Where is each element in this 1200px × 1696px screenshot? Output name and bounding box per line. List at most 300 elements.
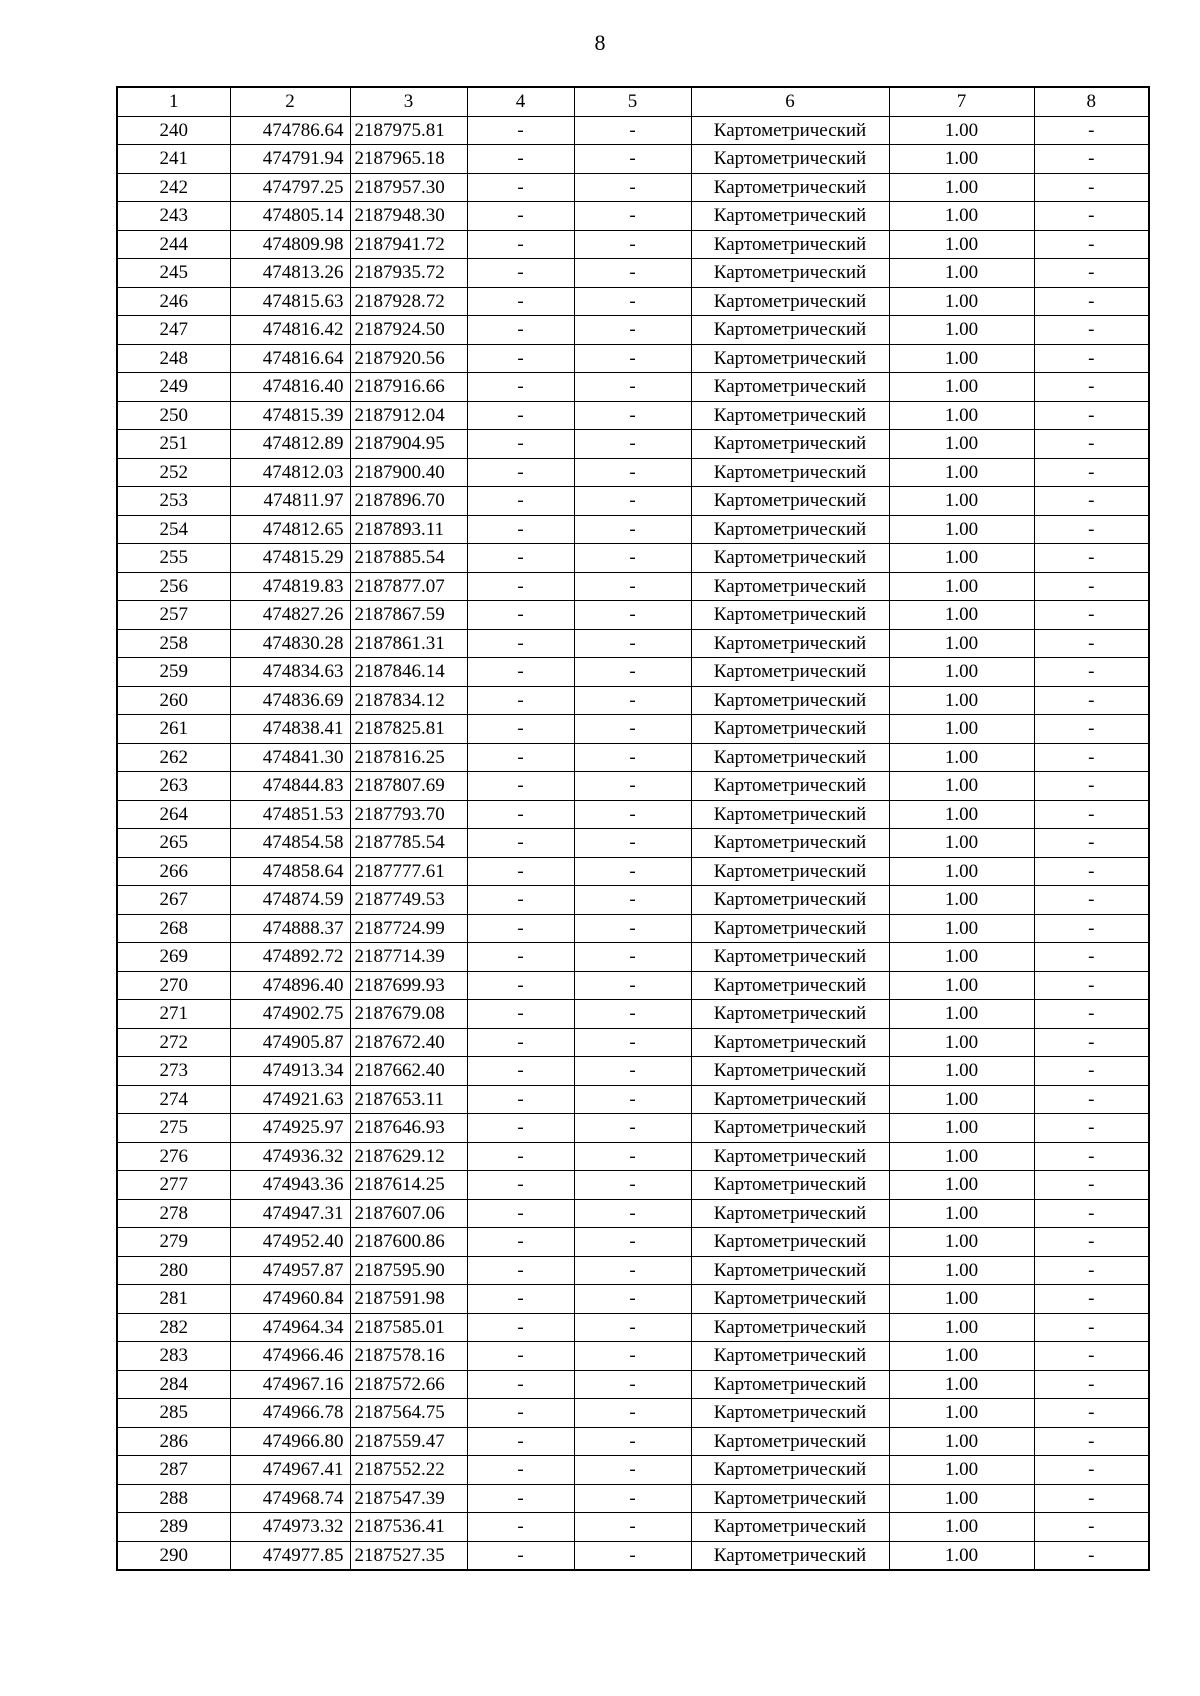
method-cell: Картометрический — [691, 1285, 889, 1314]
table-row — [117, 230, 1149, 259]
accuracy-cell: 1.00 — [889, 1256, 1034, 1285]
table-row — [117, 1199, 1149, 1228]
method-cell: Картометрический — [691, 1513, 889, 1542]
accuracy-cell: 1.00 — [889, 1085, 1034, 1114]
column-4-cell: - — [467, 487, 574, 516]
x-coordinate-cell: 474834.63 — [230, 658, 350, 687]
column-4-cell: - — [467, 1370, 574, 1399]
point-number-cell: 280 — [117, 1256, 230, 1285]
accuracy-cell: 1.00 — [889, 572, 1034, 601]
table-row — [117, 259, 1149, 288]
x-coordinate-cell: 474816.64 — [230, 344, 350, 373]
table-row — [117, 886, 1149, 915]
y-coordinate-cell: 2187935.72 — [350, 259, 467, 288]
point-number-cell: 265 — [117, 829, 230, 858]
method-cell: Картометрический — [691, 1114, 889, 1143]
column-8-cell: - — [1034, 1228, 1149, 1257]
column-8-cell: - — [1034, 401, 1149, 430]
accuracy-cell: 1.00 — [889, 116, 1034, 145]
column-8-cell: - — [1034, 116, 1149, 145]
x-coordinate-cell: 474811.97 — [230, 487, 350, 516]
column-8-cell: - — [1034, 914, 1149, 943]
column-8-cell: - — [1034, 1057, 1149, 1086]
point-number-cell: 244 — [117, 230, 230, 259]
method-cell: Картометрический — [691, 401, 889, 430]
column-5-cell: - — [574, 373, 691, 402]
column-5-cell: - — [574, 487, 691, 516]
y-coordinate-cell: 2187552.22 — [350, 1456, 467, 1485]
column-8-cell: - — [1034, 487, 1149, 516]
coordinates-table — [116, 86, 1150, 1571]
column-8-cell: - — [1034, 857, 1149, 886]
table-row — [117, 1000, 1149, 1029]
column-8-cell: - — [1034, 173, 1149, 202]
column-8-cell: - — [1034, 1171, 1149, 1200]
y-coordinate-cell: 2187920.56 — [350, 344, 467, 373]
point-number-cell: 273 — [117, 1057, 230, 1086]
x-coordinate-cell: 474815.29 — [230, 544, 350, 573]
column-5-cell: - — [574, 202, 691, 231]
column-4-cell: - — [467, 287, 574, 316]
column-8-cell: - — [1034, 572, 1149, 601]
accuracy-cell: 1.00 — [889, 715, 1034, 744]
column-4-cell: - — [467, 1541, 574, 1570]
x-coordinate-cell: 474892.72 — [230, 943, 350, 972]
column-4-cell: - — [467, 1427, 574, 1456]
accuracy-cell: 1.00 — [889, 515, 1034, 544]
y-coordinate-cell: 2187793.70 — [350, 800, 467, 829]
x-coordinate-cell: 474812.65 — [230, 515, 350, 544]
column-header: 5 — [574, 87, 691, 116]
accuracy-cell: 1.00 — [889, 544, 1034, 573]
y-coordinate-cell: 2187572.66 — [350, 1370, 467, 1399]
table-row — [117, 1513, 1149, 1542]
column-4-cell: - — [467, 1285, 574, 1314]
column-8-cell: - — [1034, 373, 1149, 402]
method-cell: Картометрический — [691, 1028, 889, 1057]
point-number-cell: 274 — [117, 1085, 230, 1114]
method-cell: Картометрический — [691, 458, 889, 487]
x-coordinate-cell: 474805.14 — [230, 202, 350, 231]
column-8-cell: - — [1034, 1342, 1149, 1371]
x-coordinate-cell: 474960.84 — [230, 1285, 350, 1314]
point-number-cell: 254 — [117, 515, 230, 544]
accuracy-cell: 1.00 — [889, 629, 1034, 658]
accuracy-cell: 1.00 — [889, 344, 1034, 373]
table-row — [117, 1484, 1149, 1513]
method-cell: Картометрический — [691, 629, 889, 658]
x-coordinate-cell: 474905.87 — [230, 1028, 350, 1057]
x-coordinate-cell: 474836.69 — [230, 686, 350, 715]
column-5-cell: - — [574, 544, 691, 573]
method-cell: Картометрический — [691, 658, 889, 687]
column-5-cell: - — [574, 1228, 691, 1257]
column-4-cell: - — [467, 1484, 574, 1513]
table-row — [117, 715, 1149, 744]
method-cell: Картометрический — [691, 230, 889, 259]
table-row — [117, 373, 1149, 402]
x-coordinate-cell: 474858.64 — [230, 857, 350, 886]
table-row — [117, 1399, 1149, 1428]
point-number-cell: 279 — [117, 1228, 230, 1257]
point-number-cell: 255 — [117, 544, 230, 573]
x-coordinate-cell: 474888.37 — [230, 914, 350, 943]
column-5-cell: - — [574, 1313, 691, 1342]
column-5-cell: - — [574, 1456, 691, 1485]
point-number-cell: 242 — [117, 173, 230, 202]
column-5-cell: - — [574, 1028, 691, 1057]
column-5-cell: - — [574, 1513, 691, 1542]
method-cell: Картометрический — [691, 1484, 889, 1513]
accuracy-cell: 1.00 — [889, 1057, 1034, 1086]
column-4-cell: - — [467, 1199, 574, 1228]
column-5-cell: - — [574, 401, 691, 430]
accuracy-cell: 1.00 — [889, 686, 1034, 715]
column-header: 1 — [117, 87, 230, 116]
point-number-cell: 259 — [117, 658, 230, 687]
accuracy-cell: 1.00 — [889, 316, 1034, 345]
point-number-cell: 270 — [117, 971, 230, 1000]
x-coordinate-cell: 474968.74 — [230, 1484, 350, 1513]
point-number-cell: 252 — [117, 458, 230, 487]
column-4-cell: - — [467, 914, 574, 943]
column-5-cell: - — [574, 1256, 691, 1285]
column-5-cell: - — [574, 857, 691, 886]
y-coordinate-cell: 2187916.66 — [350, 373, 467, 402]
method-cell: Картометрический — [691, 1057, 889, 1086]
column-5-cell: - — [574, 1199, 691, 1228]
x-coordinate-cell: 474964.34 — [230, 1313, 350, 1342]
column-8-cell: - — [1034, 1370, 1149, 1399]
column-5-cell: - — [574, 914, 691, 943]
y-coordinate-cell: 2187965.18 — [350, 145, 467, 174]
column-5-cell: - — [574, 943, 691, 972]
column-4-cell: - — [467, 1057, 574, 1086]
column-5-cell: - — [574, 743, 691, 772]
column-4-cell: - — [467, 971, 574, 1000]
x-coordinate-cell: 474874.59 — [230, 886, 350, 915]
column-4-cell: - — [467, 1513, 574, 1542]
y-coordinate-cell: 2187861.31 — [350, 629, 467, 658]
column-header: 7 — [889, 87, 1034, 116]
method-cell: Картометрический — [691, 1541, 889, 1570]
column-8-cell: - — [1034, 800, 1149, 829]
point-number-cell: 250 — [117, 401, 230, 430]
column-4-cell: - — [467, 1000, 574, 1029]
point-number-cell: 249 — [117, 373, 230, 402]
accuracy-cell: 1.00 — [889, 1399, 1034, 1428]
column-4-cell: - — [467, 430, 574, 459]
table-row — [117, 1370, 1149, 1399]
method-cell: Картометрический — [691, 202, 889, 231]
column-4-cell: - — [467, 316, 574, 345]
y-coordinate-cell: 2187679.08 — [350, 1000, 467, 1029]
y-coordinate-cell: 2187585.01 — [350, 1313, 467, 1342]
column-8-cell: - — [1034, 230, 1149, 259]
table-row — [117, 658, 1149, 687]
accuracy-cell: 1.00 — [889, 886, 1034, 915]
column-4-cell: - — [467, 800, 574, 829]
column-8-cell: - — [1034, 1484, 1149, 1513]
column-4-cell: - — [467, 259, 574, 288]
column-8-cell: - — [1034, 886, 1149, 915]
column-8-cell: - — [1034, 544, 1149, 573]
accuracy-cell: 1.00 — [889, 287, 1034, 316]
method-cell: Картометрический — [691, 1085, 889, 1114]
accuracy-cell: 1.00 — [889, 487, 1034, 516]
method-cell: Картометрический — [691, 1199, 889, 1228]
y-coordinate-cell: 2187662.40 — [350, 1057, 467, 1086]
method-cell: Картометрический — [691, 116, 889, 145]
column-8-cell: - — [1034, 772, 1149, 801]
accuracy-cell: 1.00 — [889, 1171, 1034, 1200]
accuracy-cell: 1.00 — [889, 1313, 1034, 1342]
column-5-cell: - — [574, 1171, 691, 1200]
point-number-cell: 276 — [117, 1142, 230, 1171]
x-coordinate-cell: 474896.40 — [230, 971, 350, 1000]
point-number-cell: 269 — [117, 943, 230, 972]
column-8-cell: - — [1034, 715, 1149, 744]
column-header: 8 — [1034, 87, 1149, 116]
column-4-cell: - — [467, 686, 574, 715]
y-coordinate-cell: 2187896.70 — [350, 487, 467, 516]
y-coordinate-cell: 2187846.14 — [350, 658, 467, 687]
column-5-cell: - — [574, 886, 691, 915]
column-4-cell: - — [467, 601, 574, 630]
column-8-cell: - — [1034, 743, 1149, 772]
accuracy-cell: 1.00 — [889, 1228, 1034, 1257]
table-row — [117, 116, 1149, 145]
y-coordinate-cell: 2187672.40 — [350, 1028, 467, 1057]
table-row — [117, 1342, 1149, 1371]
column-4-cell: - — [467, 458, 574, 487]
method-cell: Картометрический — [691, 287, 889, 316]
accuracy-cell: 1.00 — [889, 430, 1034, 459]
column-8-cell: - — [1034, 1285, 1149, 1314]
x-coordinate-cell: 474973.32 — [230, 1513, 350, 1542]
column-8-cell: - — [1034, 1028, 1149, 1057]
y-coordinate-cell: 2187714.39 — [350, 943, 467, 972]
column-5-cell: - — [574, 800, 691, 829]
accuracy-cell: 1.00 — [889, 1142, 1034, 1171]
x-coordinate-cell: 474830.28 — [230, 629, 350, 658]
point-number-cell: 271 — [117, 1000, 230, 1029]
column-4-cell: - — [467, 743, 574, 772]
column-5-cell: - — [574, 829, 691, 858]
column-5-cell: - — [574, 686, 691, 715]
table-row — [117, 344, 1149, 373]
column-8-cell: - — [1034, 1456, 1149, 1485]
table-row — [117, 1313, 1149, 1342]
x-coordinate-cell: 474819.83 — [230, 572, 350, 601]
accuracy-cell: 1.00 — [889, 145, 1034, 174]
method-cell: Картометрический — [691, 430, 889, 459]
x-coordinate-cell: 474913.34 — [230, 1057, 350, 1086]
table-row — [117, 857, 1149, 886]
accuracy-cell: 1.00 — [889, 601, 1034, 630]
y-coordinate-cell: 2187777.61 — [350, 857, 467, 886]
column-5-cell: - — [574, 430, 691, 459]
accuracy-cell: 1.00 — [889, 1484, 1034, 1513]
point-number-cell: 241 — [117, 145, 230, 174]
y-coordinate-cell: 2187948.30 — [350, 202, 467, 231]
column-8-cell: - — [1034, 259, 1149, 288]
y-coordinate-cell: 2187527.35 — [350, 1541, 467, 1570]
column-8-cell: - — [1034, 629, 1149, 658]
column-8-cell: - — [1034, 1199, 1149, 1228]
page-number: 8 — [594, 30, 606, 55]
accuracy-cell: 1.00 — [889, 373, 1034, 402]
column-8-cell: - — [1034, 1142, 1149, 1171]
column-5-cell: - — [574, 601, 691, 630]
accuracy-cell: 1.00 — [889, 1342, 1034, 1371]
point-number-cell: 253 — [117, 487, 230, 516]
accuracy-cell: 1.00 — [889, 458, 1034, 487]
y-coordinate-cell: 2187885.54 — [350, 544, 467, 573]
column-8-cell: - — [1034, 658, 1149, 687]
column-8-cell: - — [1034, 1085, 1149, 1114]
column-4-cell: - — [467, 886, 574, 915]
x-coordinate-cell: 474936.32 — [230, 1142, 350, 1171]
table-row — [117, 430, 1149, 459]
point-number-cell: 288 — [117, 1484, 230, 1513]
method-cell: Картометрический — [691, 373, 889, 402]
method-cell: Картометрический — [691, 173, 889, 202]
column-4-cell: - — [467, 116, 574, 145]
point-number-cell: 243 — [117, 202, 230, 231]
method-cell: Картометрический — [691, 344, 889, 373]
point-number-cell: 258 — [117, 629, 230, 658]
column-5-cell: - — [574, 1484, 691, 1513]
column-5-cell: - — [574, 1000, 691, 1029]
y-coordinate-cell: 2187578.16 — [350, 1342, 467, 1371]
y-coordinate-cell: 2187834.12 — [350, 686, 467, 715]
column-5-cell: - — [574, 458, 691, 487]
point-number-cell: 287 — [117, 1456, 230, 1485]
method-cell: Картометрический — [691, 1427, 889, 1456]
column-5-cell: - — [574, 572, 691, 601]
x-coordinate-cell: 474925.97 — [230, 1114, 350, 1143]
column-4-cell: - — [467, 401, 574, 430]
method-cell: Картометрический — [691, 886, 889, 915]
accuracy-cell: 1.00 — [889, 829, 1034, 858]
x-coordinate-cell: 474957.87 — [230, 1256, 350, 1285]
column-5-cell: - — [574, 772, 691, 801]
point-number-cell: 272 — [117, 1028, 230, 1057]
column-5-cell: - — [574, 230, 691, 259]
method-cell: Картометрический — [691, 1313, 889, 1342]
column-4-cell: - — [467, 173, 574, 202]
point-number-cell: 245 — [117, 259, 230, 288]
point-number-cell: 275 — [117, 1114, 230, 1143]
method-cell: Картометрический — [691, 1456, 889, 1485]
table-row — [117, 316, 1149, 345]
table-row — [117, 829, 1149, 858]
column-5-cell: - — [574, 116, 691, 145]
point-number-cell: 267 — [117, 886, 230, 915]
table-row — [117, 914, 1149, 943]
column-4-cell: - — [467, 1085, 574, 1114]
column-8-cell: - — [1034, 943, 1149, 972]
column-4-cell: - — [467, 629, 574, 658]
column-8-cell: - — [1034, 515, 1149, 544]
column-4-cell: - — [467, 145, 574, 174]
table-row — [117, 1541, 1149, 1570]
point-number-cell: 247 — [117, 316, 230, 345]
accuracy-cell: 1.00 — [889, 1541, 1034, 1570]
column-8-cell: - — [1034, 287, 1149, 316]
method-cell: Картометрический — [691, 544, 889, 573]
x-coordinate-cell: 474786.64 — [230, 116, 350, 145]
column-5-cell: - — [574, 316, 691, 345]
method-cell: Картометрический — [691, 601, 889, 630]
column-5-cell: - — [574, 629, 691, 658]
accuracy-cell: 1.00 — [889, 1456, 1034, 1485]
column-5-cell: - — [574, 1370, 691, 1399]
table-row — [117, 173, 1149, 202]
column-4-cell: - — [467, 373, 574, 402]
y-coordinate-cell: 2187785.54 — [350, 829, 467, 858]
method-cell: Картометрический — [691, 971, 889, 1000]
x-coordinate-cell: 474921.63 — [230, 1085, 350, 1114]
point-number-cell: 263 — [117, 772, 230, 801]
column-8-cell: - — [1034, 316, 1149, 345]
point-number-cell: 260 — [117, 686, 230, 715]
column-5-cell: - — [574, 1285, 691, 1314]
table-row — [117, 800, 1149, 829]
accuracy-cell: 1.00 — [889, 943, 1034, 972]
column-4-cell: - — [467, 1456, 574, 1485]
column-5-cell: - — [574, 1114, 691, 1143]
accuracy-cell: 1.00 — [889, 1199, 1034, 1228]
table-row — [117, 1427, 1149, 1456]
table-header-row — [117, 87, 1149, 116]
accuracy-cell: 1.00 — [889, 1513, 1034, 1542]
x-coordinate-cell: 474816.40 — [230, 373, 350, 402]
y-coordinate-cell: 2187653.11 — [350, 1085, 467, 1114]
x-coordinate-cell: 474943.36 — [230, 1171, 350, 1200]
method-cell: Картометрический — [691, 1142, 889, 1171]
method-cell: Картометрический — [691, 487, 889, 516]
method-cell: Картометрический — [691, 1000, 889, 1029]
x-coordinate-cell: 474815.39 — [230, 401, 350, 430]
x-coordinate-cell: 474797.25 — [230, 173, 350, 202]
column-5-cell: - — [574, 1399, 691, 1428]
table-row — [117, 943, 1149, 972]
accuracy-cell: 1.00 — [889, 202, 1034, 231]
y-coordinate-cell: 2187877.07 — [350, 572, 467, 601]
point-number-cell: 248 — [117, 344, 230, 373]
column-4-cell: - — [467, 230, 574, 259]
column-5-cell: - — [574, 971, 691, 1000]
column-4-cell: - — [467, 1171, 574, 1200]
column-5-cell: - — [574, 1541, 691, 1570]
column-5-cell: - — [574, 515, 691, 544]
column-4-cell: - — [467, 1142, 574, 1171]
column-8-cell: - — [1034, 1513, 1149, 1542]
table-body — [117, 116, 1149, 1570]
x-coordinate-cell: 474967.16 — [230, 1370, 350, 1399]
x-coordinate-cell: 474966.80 — [230, 1427, 350, 1456]
column-4-cell: - — [467, 544, 574, 573]
table-row — [117, 487, 1149, 516]
column-header: 4 — [467, 87, 574, 116]
column-8-cell: - — [1034, 1399, 1149, 1428]
y-coordinate-cell: 2187699.93 — [350, 971, 467, 1000]
column-8-cell: - — [1034, 601, 1149, 630]
column-5-cell: - — [574, 715, 691, 744]
method-cell: Картометрический — [691, 259, 889, 288]
